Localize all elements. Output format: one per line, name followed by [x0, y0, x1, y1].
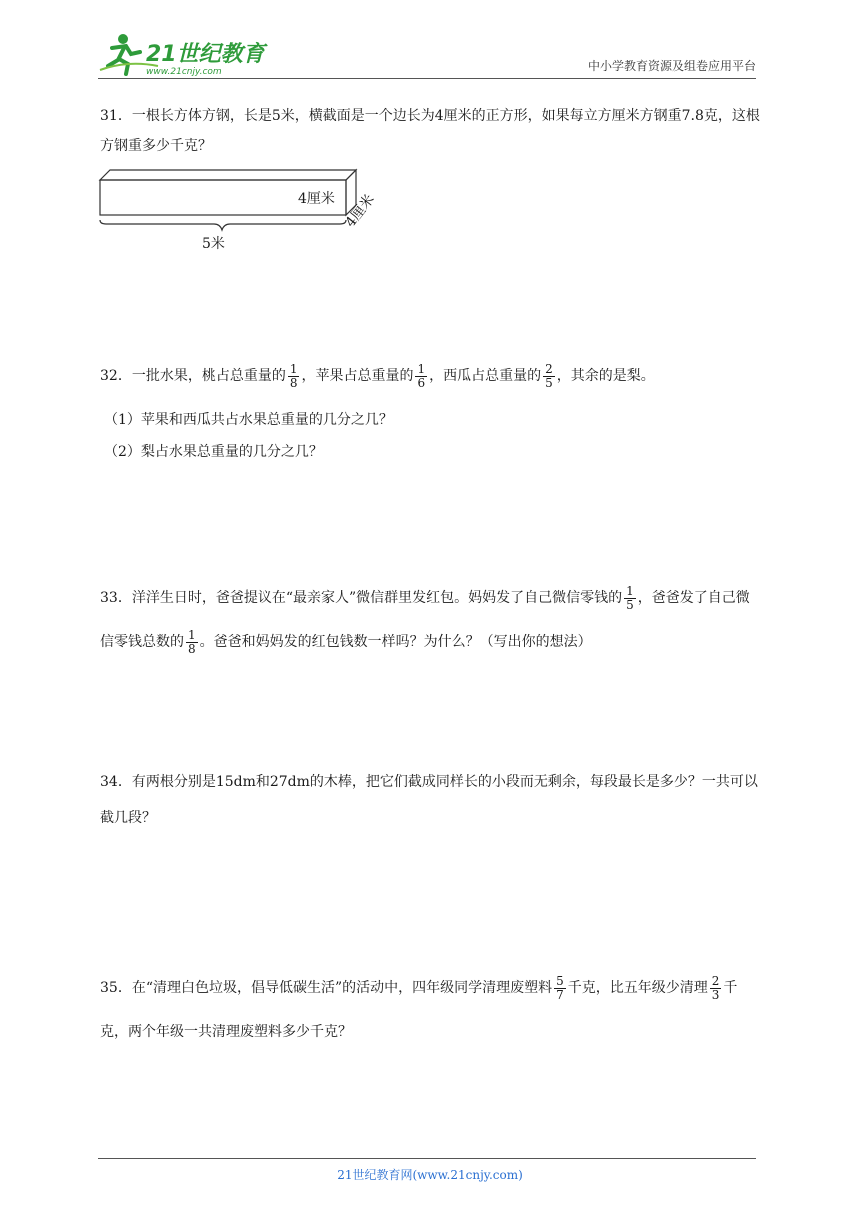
- question-35: [100, 966, 762, 1054]
- fraction-1-6: $\frac{1}{6}$: [417, 361, 426, 390]
- fraction-5-7: $\frac{5}{7}$: [556, 973, 564, 1002]
- question-33: [100, 576, 762, 664]
- length-label: 5米: [202, 236, 225, 252]
- platform-name: 中小学教育资源及组卷应用平台: [587, 59, 756, 73]
- q33-text-2: ，爸爸发了自己微信零钱总数的: [100, 590, 750, 650]
- q33-text-1: 33．洋洋生日时，爸爸提议在“最亲家人”微信群里发红包。妈妈发了自己微信零钱的: [100, 590, 623, 606]
- logo-url: www.21cnjy.com: [146, 67, 222, 77]
- q33-text-3: 。爸爸和妈妈发的红包钱数一样吗？为什么？（写出你的想法）: [199, 634, 592, 650]
- question-32-part-2: （2）梨占水果总重量的几分之几？: [104, 444, 323, 460]
- page-header: [98, 30, 756, 78]
- fraction-2-3: $\frac{2}{3}$: [711, 973, 720, 1002]
- question-31: 31．一根长方体方钢，长是5米，横截面是一个边长为4厘米的正方形，如果每立方厘米方钢重7.8克，这根方钢重多少千克？: [100, 108, 760, 154]
- q32-text-3: ，西瓜占总重量的: [429, 368, 542, 384]
- q35-text-2: 千克，比五年级少清理: [567, 980, 708, 996]
- question-32: [100, 361, 762, 391]
- cuboid-figure: [96, 166, 396, 256]
- q32-text-1: 32．一批水果，桃占总重量的: [100, 368, 286, 384]
- logo-title: 21世纪教育: [146, 42, 265, 67]
- q35-text-1: 35．在“清理白色垃圾，倡导低碳生活”的活动中，四年级同学清理废塑料: [100, 980, 553, 996]
- q32-text-4: ，其余的是梨。: [556, 368, 655, 384]
- depth-label: 4厘米: [342, 191, 378, 231]
- logo-21cnjy: [98, 30, 268, 78]
- height-label: 4厘米: [298, 191, 335, 207]
- q32-text-2: ，苹果占总重量的: [301, 368, 414, 384]
- header-divider: [98, 78, 756, 79]
- fraction-1-8: $\frac{1}{8}$: [289, 361, 298, 390]
- fraction-2-5: $\frac{2}{5}$: [545, 361, 553, 390]
- question-34: 34．有两根分别是15dm和27dm的木棒，把它们截成同样长的小段而无剩余，每段最长是多少？一共可以截几段？: [100, 774, 758, 826]
- fraction-1-5: $\frac{1}{5}$: [626, 583, 634, 612]
- question-32-part-1: （1）苹果和西瓜共占水果总重量的几分之几？: [104, 412, 393, 428]
- footer-link[interactable]: 21世纪教育网(www.21cnjy.com): [337, 1168, 523, 1182]
- q35-text-3: 千克，两个年级一共清理废塑料多少千克？: [100, 980, 738, 1040]
- fraction-1-8-b: $\frac{1}{8}$: [188, 627, 196, 656]
- footer-divider: [98, 1158, 756, 1159]
